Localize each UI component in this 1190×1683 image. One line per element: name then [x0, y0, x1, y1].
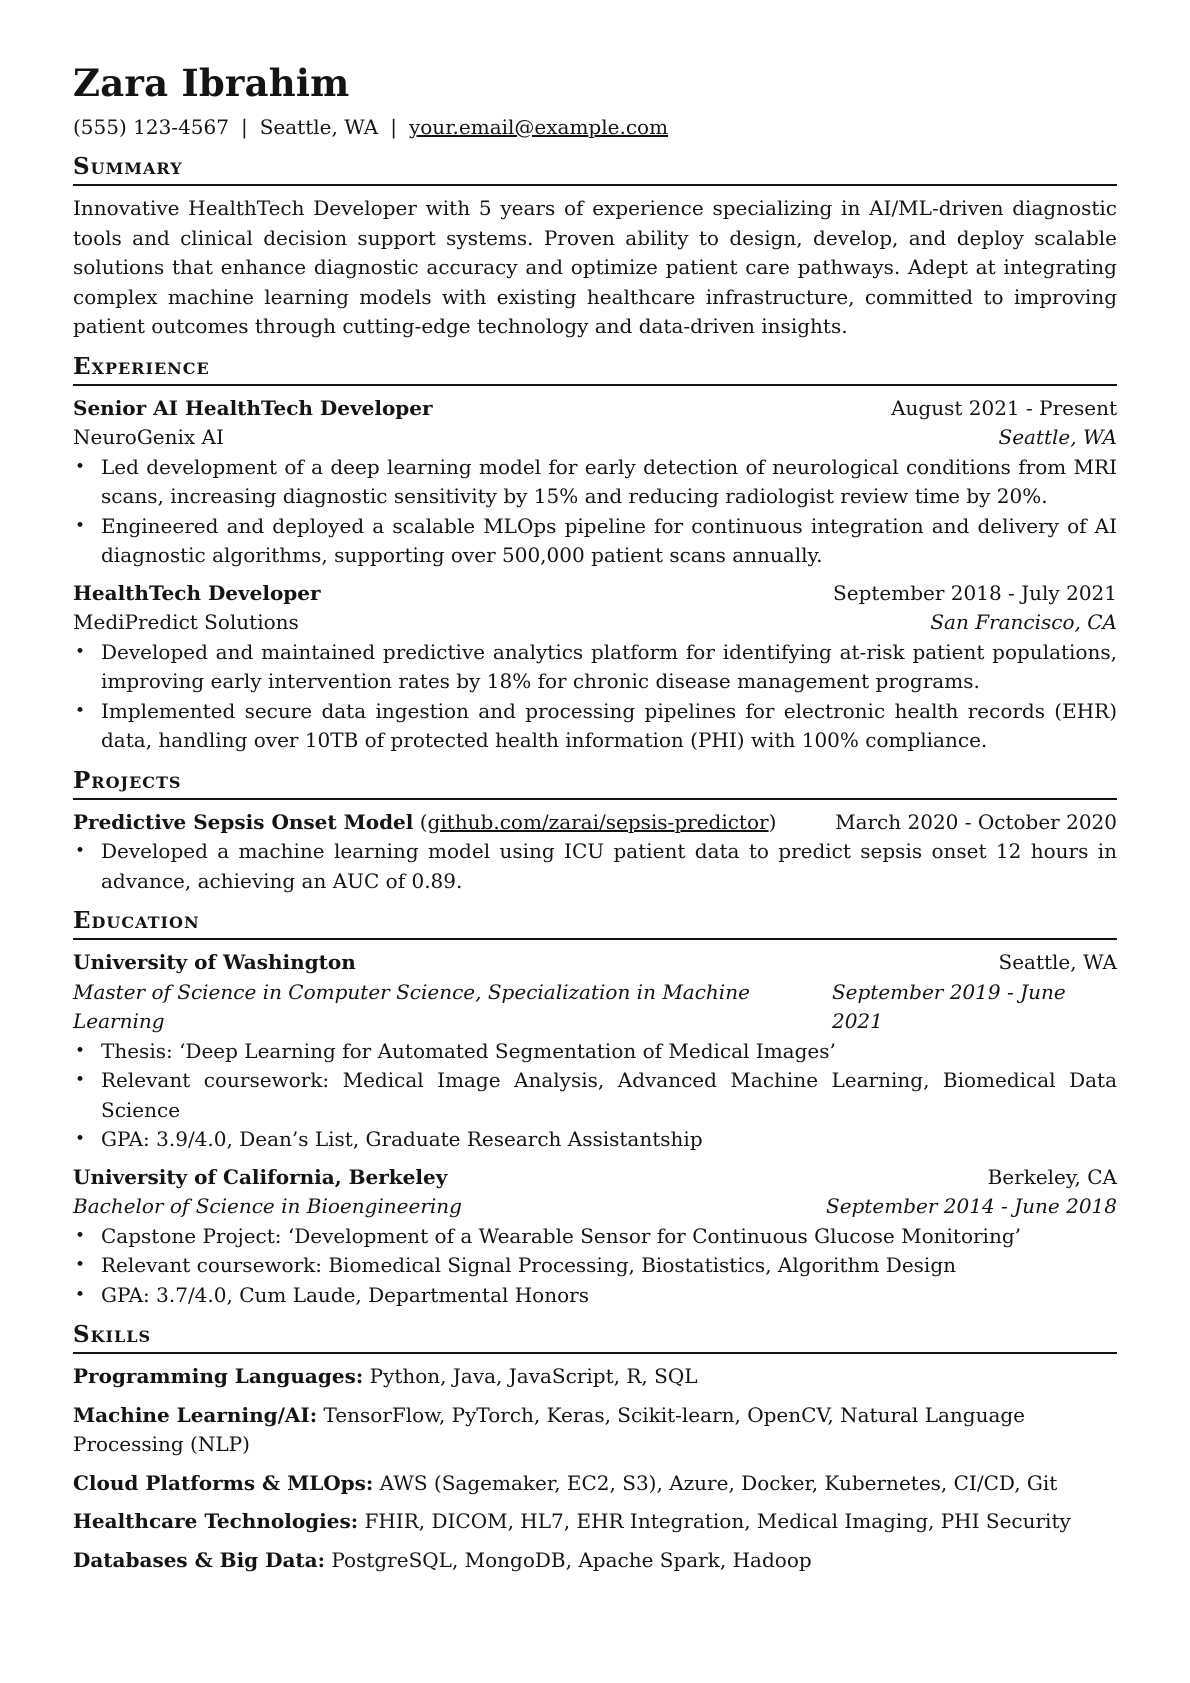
education-entry	[73, 948, 1117, 1155]
school-location: Berkeley, CA	[987, 1164, 1117, 1189]
school-name: University of Washington	[73, 950, 356, 974]
list-item: • Developed and maintained predictive analytics platform for identifying at-risk patient populations, improving early intervention rates by 18% for chronic disease management programs.	[101, 638, 1117, 697]
skill-label: Databases & Big Data:	[73, 1547, 326, 1572]
school-header	[73, 1163, 1117, 1193]
job-header	[73, 394, 1117, 424]
degree-row	[73, 978, 1117, 1037]
skill-row	[73, 1507, 1117, 1537]
school-name: University of California, Berkeley	[73, 1164, 448, 1189]
list-item: • Engineered and deployed a scalable MLOps pipeline for continuous integration and delivery of AI diagnostic algorithms, supporting over 500,000 patient scans annually.	[101, 512, 1117, 571]
contact-separator: |	[390, 115, 397, 139]
job-company: MediPredict Solutions	[73, 610, 299, 634]
contact-line	[73, 112, 1117, 142]
degree-name: Bachelor of Science in Bioengineering	[73, 1194, 462, 1218]
degree-dates: September 2014 - June 2018	[826, 1194, 1117, 1218]
skill-value: Python, Java, JavaScript, R, SQL	[369, 1364, 698, 1388]
section-title-education: Education	[73, 906, 1117, 940]
list-item: • Led development of a deep learning model for early detection of neurological conditions from MRI scans, increasing diagnostic sensitivity by 15% and reducing radiologist review time by 20%.	[101, 453, 1117, 512]
location: Seattle, WA	[259, 115, 379, 139]
skill-label: Machine Learning/AI:	[73, 1402, 318, 1427]
job-bullets	[73, 453, 1117, 571]
project-entry	[73, 808, 1117, 897]
email-link[interactable]: your.email@example.com	[408, 115, 669, 139]
job-dates: September 2018 - July 2021	[833, 580, 1117, 605]
skill-label: Healthcare Technologies:	[73, 1509, 359, 1533]
section-title-skills: Skills	[73, 1320, 1117, 1354]
school-location: Seattle, WA	[998, 950, 1117, 974]
section-title-summary: Summary	[73, 152, 1117, 186]
job-subheader	[73, 608, 1117, 638]
experience-entry	[73, 394, 1117, 571]
list-item: • Thesis: ‘Deep Learning for Automated Segmentation of Medical Images’	[101, 1037, 1117, 1067]
job-role: HealthTech Developer	[73, 580, 321, 605]
job-role: Senior AI HealthTech Developer	[73, 395, 433, 420]
skill-value: PostgreSQL, MongoDB, Apache Spark, Hadoop	[331, 1547, 812, 1572]
education-bullets	[73, 1037, 1117, 1155]
job-header	[73, 579, 1117, 609]
list-item: • GPA: 3.7/4.0, Cum Laude, Departmental Honors	[101, 1281, 1117, 1311]
project-header	[73, 808, 1117, 838]
skill-value: AWS (Sagemaker, EC2, S3), Azure, Docker, Kubernetes, CI/CD, Git	[379, 1470, 1058, 1495]
list-item: • GPA: 3.9/4.0, Dean’s List, Graduate Research Assistantship	[101, 1125, 1117, 1155]
degree-name: Master of Science in Computer Science, Specialization in Machine Learning	[73, 979, 750, 1033]
degree-dates: September 2019 - June 2021	[831, 979, 1066, 1033]
skill-label: Cloud Platforms & MLOps:	[73, 1470, 374, 1495]
skill-row	[73, 1401, 1117, 1460]
job-location: Seattle, WA	[998, 425, 1117, 449]
candidate-name: Zara Ibrahim	[73, 61, 350, 105]
skill-value: FHIR, DICOM, HL7, EHR Integration, Medical Imaging, PHI Security	[364, 1509, 1071, 1533]
project-name: Predictive Sepsis Onset Model	[73, 809, 414, 834]
section-title-projects: Projects	[73, 766, 1117, 800]
project-title: Predictive Sepsis Onset Model (github.com/zarai/sepsis-predictor)	[73, 809, 777, 834]
project-link[interactable]: github.com/zarai/sepsis-predictor	[427, 809, 769, 834]
skill-row	[73, 1362, 1117, 1392]
skill-row	[73, 1469, 1117, 1499]
summary-text: Innovative HealthTech Developer with 5 years of experience specializing in AI/ML-driven diagnostic tools and clinical decision support systems. Proven ability to design, develop, and deploy scalable solutions that enhance diagnostic accuracy and optimize patient care pathways. Adept at integrating complex machine learning models with existing healthcare infrastructure, committed to improving patient outcomes through cutting-edge technology and data-driven insights.	[73, 196, 1117, 338]
skill-label: Programming Languages:	[73, 1364, 364, 1388]
project-bullets	[73, 837, 1117, 896]
job-subheader	[73, 423, 1117, 453]
list-item: • Implemented secure data ingestion and processing pipelines for electronic health records (EHR) data, handling over 10TB of protected health information (PHI) with 100% compliance.	[101, 697, 1117, 756]
project-dates: March 2020 - October 2020	[835, 809, 1117, 834]
education-bullets	[73, 1222, 1117, 1311]
phone-number: (555) 123-4567	[73, 115, 229, 139]
skill-value: TensorFlow, PyTorch, Keras, Scikit-learn, OpenCV, Natural Language Processing (NLP)	[73, 1402, 1026, 1456]
job-location: San Francisco, CA	[930, 610, 1117, 634]
list-item: • Developed a machine learning model using ICU patient data to predict sepsis onset 12 hours in advance, achieving an AUC of 0.89.	[101, 837, 1117, 896]
job-bullets	[73, 638, 1117, 756]
list-item: • Relevant coursework: Biomedical Signal Processing, Biostatistics, Algorithm Design	[101, 1251, 1117, 1281]
school-header	[73, 948, 1117, 978]
contact-separator: |	[240, 115, 248, 139]
list-item: • Relevant coursework: Medical Image Analysis, Advanced Machine Learning, Biomedical Data Science	[101, 1066, 1117, 1125]
degree-row	[73, 1192, 1117, 1222]
experience-entry	[73, 579, 1117, 756]
job-dates: August 2021 - Present	[891, 395, 1117, 420]
section-title-experience: Experience	[73, 352, 1117, 386]
job-company: NeuroGenix AI	[73, 425, 224, 449]
list-item: • Capstone Project: ‘Development of a Wearable Sensor for Continuous Glucose Monitoring’	[101, 1222, 1117, 1252]
skill-row	[73, 1546, 1117, 1576]
education-entry	[73, 1163, 1117, 1311]
